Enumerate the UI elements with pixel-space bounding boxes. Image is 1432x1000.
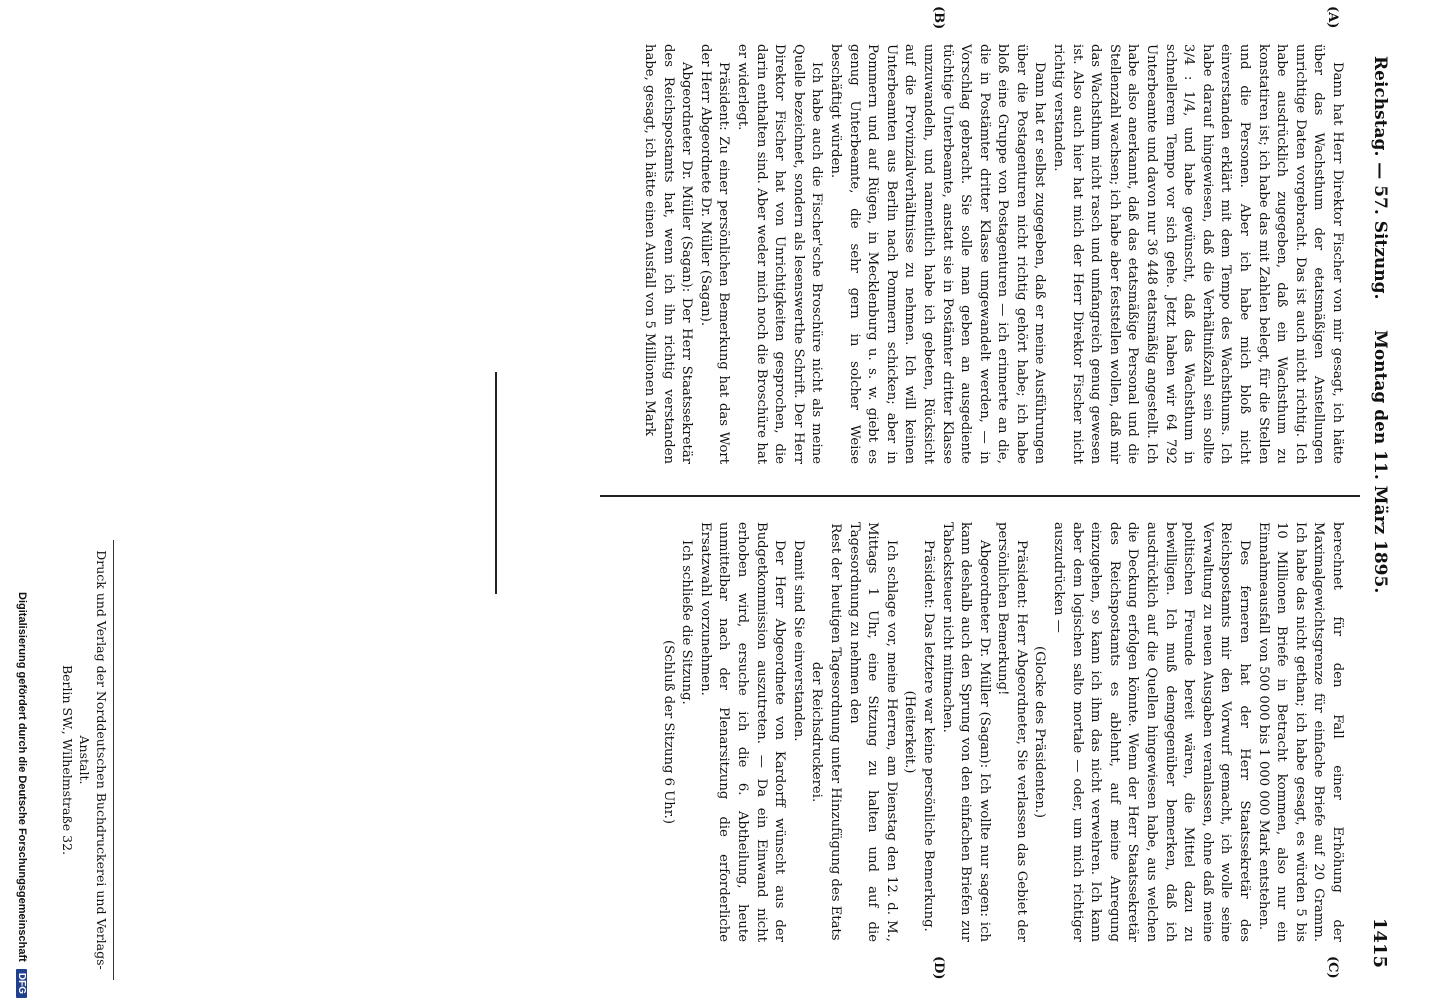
left-column [639, 44, 1346, 464]
stage-direction: (Heiterkeit.) [902, 690, 918, 774]
paragraph: Der Herr Abgeordnete von Kardorff wünscht aus der Budgetkommission auszutreten. — Da ein Einwand nicht erhoben wird, ersuche ich die 6. Abtheilung, heute unmittelbar nach der Plenarsitzung die erforderliche Ersatzwahl vorzunehmen. [697, 522, 788, 942]
paragraph: Damit sind Sie einverstanden. [790, 540, 806, 742]
paragraph: berechnet für den Fall einer Erhöhung der Maximalgewichtsgrenze für einfache Briefe auf 20 Gramm. Ich habe das nicht gethan; ich habe gesagt, es würden 5 bis 10 Millionen Briefe in Betracht kommen, also nur ein Einnahmeausfall von 500 000 bis 1 000 000 Mark entstehen. [1255, 522, 1345, 942]
stage-direction: (Schluß der Sitzung 6 Uhr.) [660, 639, 676, 824]
margin-mark-c: (C) [1325, 956, 1340, 979]
paragraph: Ich schlage vor, meine Herren, am Dienstag den 12. d. M., Mittags 1 Uhr, eine Sitzung zu halten und auf die Tagesordnung zu nehmen den [846, 522, 899, 942]
paragraph: Ich habe auch die Fischer'sche Broschüre nicht als meine Quelle bezeichnet, sondern als lesenswerthe Schrift. Der Herr Direktor Fischer hat von Unrichtigkeiten gesprochen, die darin enthalten sind. Aber weder mich noch die Broschüre hat er widerlegt. [735, 44, 825, 464]
printer-footer [59, 540, 110, 980]
digitization-note [10, 8, 28, 998]
margin-mark-d: (D) [931, 956, 946, 980]
footer-rule [113, 540, 114, 980]
printer-line-2: Berlin SW., Wilhelmstraße 32. [60, 664, 75, 856]
agenda-item: Rest der heutigen Tagesordnung unter Hinzufügung des Etats der Reichsdruckerei. [809, 523, 843, 941]
paragraph-speaker: Abgeordneter Dr. Müller (Sagan): Ich wollte nur sagen: ich kann deshalb auch den Sprung von den einfachen Briefen zur Tabacksteuer nicht mitmachen. [939, 522, 992, 942]
paragraph: Des ferneren hat der Herr Staatssekretär des Reichspostamts mir den Vorwurf gemacht, ich wolle seine Verwaltung zu neuen Ausgaben veranlassen, ohne daß meine politischen Freunde bereit wären, die Mittel dazu zu bewilligen. Ich muß demgegenüber bemerken, daß ich ausdrücklich auf die Quellen hingewiesen habe, aus welchen die Deckung erfolgen könnte. Wenn der Herr Staatssekretär des Reichspostamts es ablehnt, auf meine Anregung einzugehen, so kann ich ihm das nicht verwehren. Ich kann aber dem logischen salto mortale — oder, um mich richtiger auszudrücken — [1051, 522, 1253, 942]
printer-line-1: Druck und Verlag der Norddeutschen Buchdruckerei und Verlags-Anstalt. [77, 550, 109, 970]
paragraph-speaker: Abgeordneter Dr. Müller (Sagan): Der Herr Staatssekretär des Reichspostamts hat, wenn ich ihn richtig verstanden habe, gesagt, ich hätte einen Ausfall von 5 Millionen Mark [642, 44, 695, 464]
page-header [1362, 30, 1390, 988]
paragraph: Dann hat Herr Direktor Fischer von mir gesagt, ich hätte über das Wachsthum der etatsmäßigen Anstellungen unrichtige Daten vorgebracht. Das ist auch nicht richtig. Ich habe ausdrücklich zugegeben, daß ein Wachsthum zu konstatiren ist; ich habe das mit Zahlen belegt, für die Stellen und die Personen. Aber ich habe mich bloß nicht einverstanden erklärt mit dem Tempo des Wachsthums. Ich habe darauf hingewiesen, daß die Verhältnißzahl sein sollte 3/4 : 1/4, und habe gewünscht, daß das Wachsthum in schnellerem Tempo vor sich gehe. Jetzt haben wir 64 792 Unterbeamte und davon nur 36 448 etatsmäßig angestellt. Ich habe also anerkannt, daß das etatsmäßige Personal und die Stellenzahl wachsen; ich habe aber feststellen wollen, daß mir das Wachsthum nicht rasch und umfangreich genug gewesen ist. Also auch hier hat mich der Herr Direktor Fischer nicht richtig verstanden. [1051, 44, 1345, 464]
digitization-text: Digitalisierung gefördert durch die Deutsche Forschungsgemeinschaft [16, 592, 28, 962]
margin-mark-b: (B) [931, 6, 946, 30]
header-date: Montag den 11. März 1895. [1370, 330, 1390, 594]
header-left: Reichstag. — 57. Sitzung. [1370, 56, 1390, 300]
paragraph: Dann hat er selbst zugegeben, daß er meine Ausführungen über die Postagenturen nicht richtig gehört habe; ich habe bloß eine Gruppe von Postagenturen — ich erinnerte an die, die in Postämter dritter Klasse umgewandelt werden, — in Vorschlag gebracht. Sie solle man geben an ausgediente tüchtige Unterbeamte, anstatt sie in Postämter dritter Klasse umzuwandeln, und namentlich habe ich gebeten, Rücksicht auf die Provinzialverhältnisse zu nehmen. Ich will keinen Unterbeamten aus Berlin nach Pommern schicken; aber in Pommern und auf Rügen, in Mecklenburg u. s. w. giebt es genug Unterbeamte, die sehr gern in solcher Weise beschäftigt würden. [827, 44, 1048, 464]
page-number: 1415 [1369, 917, 1390, 968]
dfg-logo: DFG [16, 969, 27, 998]
closing-rule [495, 372, 497, 594]
stage-direction: (Glocke des Präsidenten.) [1032, 645, 1048, 819]
paragraph-president: Präsident: Herr Abgeordneter, Sie verlassen das Gebiet der persönlichen Bemerkung! [995, 522, 1029, 942]
margin-mark-a: (A) [1325, 6, 1340, 29]
paragraph-president: Präsident: Zu einer persönlichen Bemerkung hat das Wort der Herr Abgeordnete Dr. Müller (Sagan). [697, 44, 732, 464]
right-column [658, 522, 1346, 942]
paragraph-president: Präsident: Das letztere war keine persönliche Bemerkung. [920, 540, 936, 932]
column-divider [600, 495, 1360, 497]
paragraph: Ich schließe die Sitzung. [679, 540, 695, 705]
